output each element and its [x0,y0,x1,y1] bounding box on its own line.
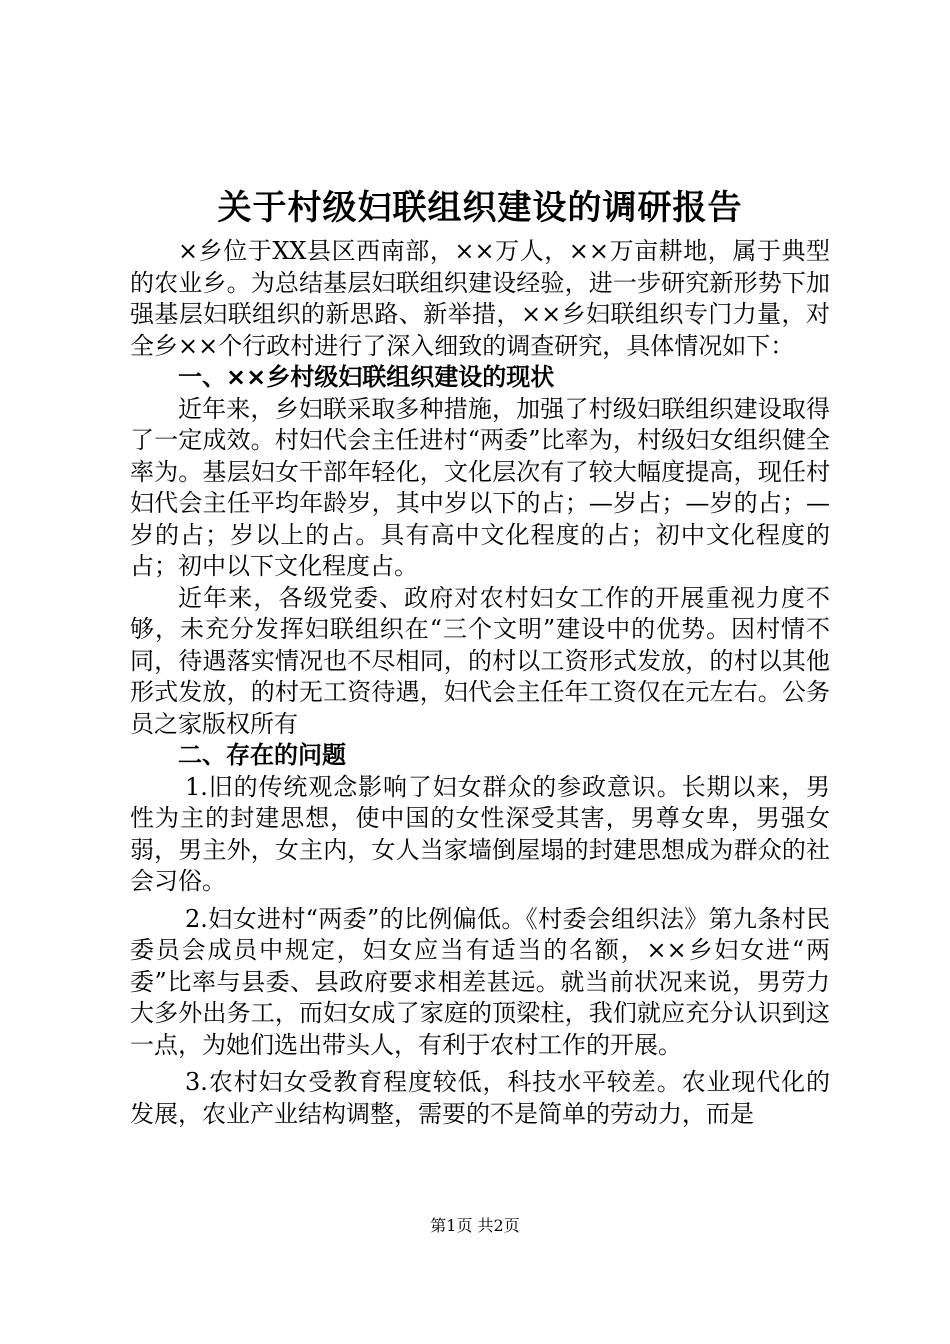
section-heading-problems: 二、存在的问题 [178,741,346,769]
status-paragraph-2: 近年来，各级党委、政府对农村妇女工作的开展重视力度不够，未充分发挥妇联组织在“三个文明”建设中的优势。因村情不同，待遇落实情况也不尽相同，的村以工资形式发放，的村以其他形式发放，的村无工资待遇，妇代会主任年工资仅在元左右。公务员之家版权所有 [130,583,830,738]
intro-paragraph: ×乡位于XX县区西南部，××万人，××万亩耕地，属于典型的农业乡。为总结基层妇联组织建设经验，进一步研究新形势下加强基层妇联组织的新思路、新举措，××乡妇联组织专门力量，对全乡××个行政村进行了深入细致的调查研究，具体情况如下： [130,237,830,360]
problem-item-3: 3.农村妇女受教育程度较低，科技水平较差。农业现代化的发展，农业产业结构调整，需要的不是简单的劳动力，而是 [130,1068,830,1128]
problem-item-2: 2.妇女进村“两委”的比例偏低。《村委会组织法》第九条村民委员会成员中规定，妇女应当有适当的名额，××乡妇女进“两委”比率与县委、县政府要求相差甚远。就当前状况来说，男劳力大多外出务工，而妇女成了家庭的顶梁柱，我们就应充分认识到这一点，为她们选出带头人，有利于农村工作的开展。 [130,904,830,1059]
problem-item-1: 1.旧的传统观念影响了妇女群众的参政意识。长期以来，男性为主的封建思想，使中国的女性深受其害，男尊女卑，男强女弱，男主外，女主内，女人当家墙倒屋塌的封建思想成为群众的社会习俗。 [130,772,830,895]
status-paragraph-1: 近年来，乡妇联采取多种措施，加强了村级妇联组织建设取得了一定成效。村妇代会主任进村“两委”比率为，村级妇女组织健全率为。基层妇女干部年轻化，文化层次有了较大幅度提高，现任村妇代会主任平均年龄岁，其中岁以下的占；—岁占；—岁的占；—岁的占；岁以上的占。具有高中文化程度的占；初中文化程度的占；初中以下文化程度占。 [130,394,830,580]
page-footer: 第1页 共2页 [430,1216,520,1235]
document-title: 关于村级妇联组织建设的调研报告 [217,188,743,228]
section-heading-status: 一、××乡村级妇联组织建设的现状 [178,363,555,391]
document-page [130,180,830,1130]
